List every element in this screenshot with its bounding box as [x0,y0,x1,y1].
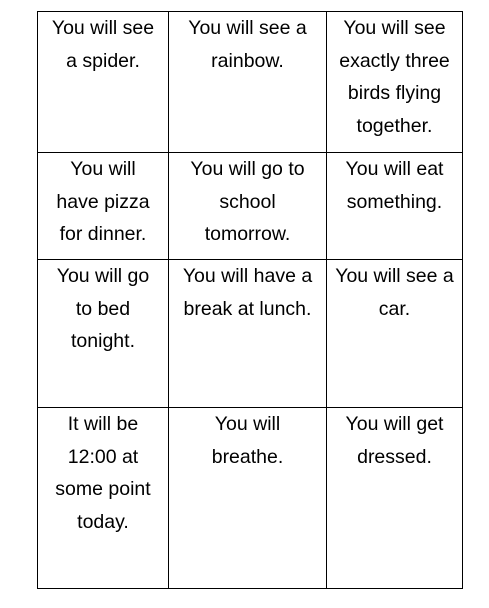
card-get-dressed: You will get dressed. [327,408,463,589]
card-breathe: You will breathe. [169,408,327,589]
table-row [38,153,463,260]
card-see-spider: You will see a spider. [38,12,169,153]
card-eat-something: You will eat something. [327,153,463,260]
table-row [38,12,463,153]
table-row [38,408,463,589]
card-bed-tonight: You will go to bed tonight. [38,260,169,408]
card-see-car: You will see a car. [327,260,463,408]
card-twelve-oclock: It will be 12:00 at some point today. [38,408,169,589]
card-three-birds: You will see exactly three birds flying together. [327,12,463,153]
card-see-rainbow: You will see a rainbow. [169,12,327,153]
card-school-tomorrow: You will go to school tomorrow. [169,153,327,260]
card-pizza-dinner: You will have pizza for dinner. [38,153,169,260]
prediction-cards-table [37,11,463,589]
table-row [38,260,463,408]
card-break-lunch: You will have a break at lunch. [169,260,327,408]
